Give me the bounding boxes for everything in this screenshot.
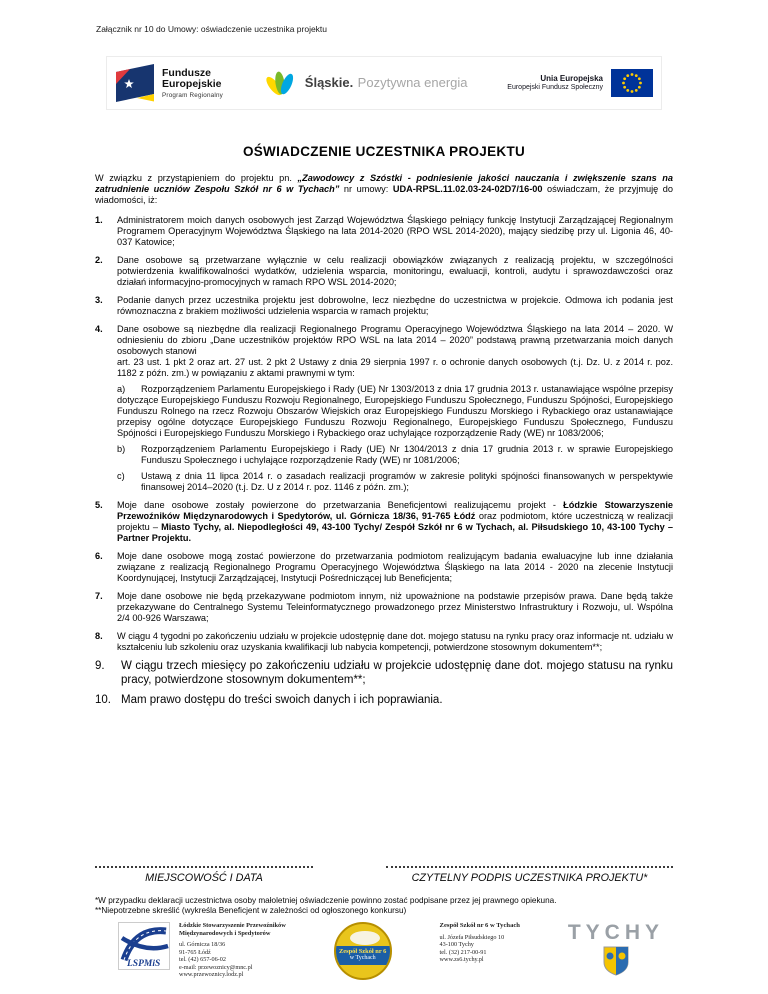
eu-text [507,74,603,92]
school-address [440,934,520,964]
school-website: www.zs6.tychy.pl [439,956,484,964]
intro-paragraph [95,173,673,206]
item-text: Moje dane osobowe mogą zostać powierzone do przetwarzania podmiotom realizującym badania ewaluacyjne lub inne działania związane z realizacją Regionalnego Programu Operacyjnego Województwa Śląskiego na lata 2014 - 2020 na zlecenie Instytucji Koordynującej, Instytucji Zarządzającej, Instytucji Pośredniczącej lub Beneficjenta; [117,551,673,583]
footnote-1: *W przypadku deklaracji uczestnictwa osoby małoletniej oświadczenie powinno zostać podpisane przez jej prawnego opiekuna. [95,896,557,905]
signature-dotted-line [386,866,673,868]
fundusze-europejskie-flag-icon [115,63,155,103]
footnotes [95,896,673,916]
lspmis-logo-text: LSPMiS [127,959,161,969]
item-text: Administratorem moich danych osobowych jest Zarząd Województwa Śląskiego pełniący funkcję Instytucji Zarządzającej Regionalnym Programem Operacyjnym Województwa Śląskiego na lata 2014-2020 (RPO WSL 2014-2020), mający siedzibę przy ul. Ligonia 46, 40-037 Katowice; [117,215,673,247]
item-text: Dane osobowe są przetwarzane wyłącznie w celu realizacji obowiązków związanych z realizacją projektu, w szczególności potwierdzenia kwalifikowalności wydatków, udzielenia wsparcia, monitoringu, ewaluacji, kontroli, audytu i sprawozdawczości oraz działań informacyjno-promocyjnych w ramach RPO WSL 2014-2020; [117,255,673,287]
school-name: Zespół Szkół nr 6 w Tychach [439,922,520,929]
eu-flag-icon [611,69,653,97]
item-5-seg3: oraz podmiotom, które uczestniczą w realizacji projektu – [117,511,673,532]
school-badge-city: w Tychach [349,955,376,961]
school-contact [440,922,520,964]
slaskie-text [305,74,468,92]
item-text: W ciągu 4 tygodni po zakończeniu udziału w projekcie udostępnię dane dot. mojego statusu na rynku pracy oraz informacje nt. udziału w kształceniu lub szkoleniu oraz uzyskania kwalifikacji lub nabycia kompetencji, potwierdzone stosownym dokumentem**; [117,631,673,652]
lspmis-logo-icon [118,922,170,970]
item-text: Mam prawo dostępu do treści swoich danych i ich poprawiania. [121,694,443,706]
item-text [117,324,673,493]
sub-item-text: Ustawą z dnia 11 lipca 2014 r. o zasadach realizacji programów w zakresie polityki spójności finansowanych w perspektywie finansowej 2014–2020 (t.j. Dz. U z 2014 r. poz. 1146 z późn. zm.); [141,471,673,492]
place-and-date-dotted-line [95,866,313,868]
item-number: 9. [95,660,105,672]
school-city: 43-100 Tychy [439,941,474,949]
signature-section [95,866,673,884]
declaration-item-8 [95,631,673,653]
sub-item-marker: b) [117,444,126,454]
lspmis-phone: tel. (42) 657-06-02 [179,956,226,964]
lspmis-email: e-mail: przewoznicy@mnc.pl [179,963,253,971]
sub-item-text: Rozporządzeniem Parlamentu Europejskiego i Rady (UE) Nr 1304/2013 z dnia 17 grudnia 2013 r. w sprawie Europejskiego Funduszu Społecznego i uchylające rozporządzenie Rady (WE) nr 1081/2006; [141,444,673,465]
declaration-item-9 [95,660,673,687]
fundusze-subtitle: Program Regionalny [162,91,224,99]
contract-number: UDA-RPSL.11.02.03-24-02D7/16-00 [392,184,543,194]
item-number: 2. [95,255,103,265]
footer-partner-strip [118,922,664,980]
declaration-item-6 [95,551,673,584]
header-logo-strip [106,56,662,110]
fundusze-line2: Europejskie [162,77,222,90]
eu-line2: Europejski Fundusz Społeczny [507,84,603,91]
footnote-2: **Niepotrzebne skreślić (wykreśla Beneficjent w zależności od ogłoszonego konkursu) [95,906,407,915]
item-text [117,500,673,544]
school-badge-name: Zespół Szkół nr 6 [339,948,387,955]
document-body [95,146,673,715]
item-number: 7. [95,591,103,601]
item-number: 6. [95,551,103,561]
tychy-crest-icon [603,946,629,976]
sub-item-a [117,384,673,439]
item-number: 8. [95,631,103,641]
declaration-item-7 [95,591,673,624]
school-badge-band [336,946,390,965]
sub-item-c [117,471,673,493]
intro-seg3: nr umowy: [339,184,393,194]
intro-seg1: W związku z przystąpieniem do projektu pn. [95,173,298,183]
item-number: 1. [95,215,103,225]
school-badge-icon [334,922,392,980]
participant-signature-field [386,866,673,884]
item-number: 3. [95,295,103,305]
lspmis-street: ul. Górnicza 18/36 [179,941,226,948]
item-number: 5. [95,500,103,510]
slaskie-tagline: Pozytywna energia [357,75,468,90]
school-phone: tel. (32) 217-00-91 [439,948,487,956]
item-4-text-part1: Dane osobowe są niezbędne dla realizacji Regionalnego Programu Operacyjnego Województwa Śląskiego na lata 2014 – 2020. W odniesieniu do zbioru „Dane uczestników projektów RPO WSL na lata 2014 – 2020” podstawą prawną przetwarzania moich danych osobowych stanowi [117,324,673,356]
sub-item-marker: c) [117,471,125,481]
place-and-date-field [95,866,313,884]
lspmis-address [179,941,286,979]
declaration-item-10 [95,694,673,708]
sub-item-marker: a) [117,384,126,394]
lspmis-website: www.przewoznicy.lodz.pl [179,971,244,979]
lspmis-city: 91-765 Łódź [179,948,211,956]
sub-item-text: Rozporządzeniem Parlamentu Europejskiego i Rady (UE) Nr 1303/2013 z dnia 17 grudnia 2013 r. ustanawiające wspólne przepisy dotyczące Europejskiego Funduszu Rozwoju Regionalnego, Europejskiego Funduszu Społecznego, Funduszu Spójności, Europejskiego Funduszu Rolnego na rzecz Rozwoju Obszarów Wiejskich oraz Europejskiego Funduszu Morskiego i Rybackiego oraz ustanawiające przepisy ogólne dotyczące Europejskiego Funduszu Rozwoju Regionalnego, Europejskiego Funduszu Społecznego, Funduszu Spójności i Europejskiego Funduszu Morskiego i Rybackiego oraz uchylające rozporządzenie Rady (WE) nr 1083/2006; [117,384,673,438]
declaration-item-5 [95,500,673,544]
tychy-wordmark: TYCHY [567,921,664,944]
fundusze-europejskie-logo [115,63,223,103]
item-4-text-part2: art. 23 ust. 1 pkt 2 oraz art. 27 ust. 2 pkt 2 Ustawy z dnia 29 sierpnia 1997 r. o ochronie danych osobowych (t.j. Dz. U. z 2014 r. poz. 1182 z późn. zm.) w powiązaniu z aktami prawnymi w tym: [117,357,673,378]
declaration-item-4 [95,324,673,493]
lspmis-contact [179,922,286,979]
lspmis-block [118,922,286,979]
item-text: W ciągu trzech miesięcy po zakończeniu udziału w projekcie udostępnię dane dot. mojego statusu na rynku pracy, potwierdzone stosownym dokumentem**; [121,660,673,686]
declaration-item-2 [95,255,673,288]
lspmis-name-line2: Międzynarodowych i Spedytorów [179,929,271,937]
item-text: Podanie danych przez uczestnika projektu jest dobrowolne, lecz niezbędne do uczestnictwa w projekcie. Odmowa ich podania jest równoznaczna z brakiem możliwości udzielenia wsparcia w ramach projektu; [117,295,673,316]
declaration-item-1 [95,215,673,248]
declaration-item-3 [95,295,673,317]
eu-line1: Unia Europejska [540,74,603,83]
beneficiary-name: Łódzkie Stowarzyszenie Przewoźników Międzynarodowych i Spedytorów, ul. Górnicza 18/36, 91-765 Łódź [117,500,673,521]
attachment-note: Załącznik nr 10 do Umowy: oświadczenie uczestnika projektu [96,24,328,34]
page-title: OŚWIADCZENIE UCZESTNIKA PROJEKTU [242,144,526,159]
intro-seg5: oświadczam, że przyjmuję do wiadomości, iż: [95,184,674,205]
item-number: 4. [95,324,103,334]
eu-logo [507,69,653,97]
fundusze-europejskie-text [162,68,223,99]
signature-label: CZYTELNY PODPIS UCZESTNIKA PROJEKTU* [411,872,648,884]
fundusze-line1: Fundusze [162,66,211,79]
partner-name: Miasto Tychy, al. Niepodległości 49, 43-100 Tychy/ Zespół Szkół nr 6 w Tychach, al. Piłsudskiego 10, 43-100 Tychy – Partner Projektu. [117,522,673,543]
lspmis-name-line1: Łódzkie Stowarzyszenie Przewoźników [179,922,286,929]
slaskie-logo [263,66,468,100]
school-street: ul. Józefa Piłsudskiego 10 [439,933,505,941]
slaskie-name: Śląskie. [304,75,354,90]
slaskie-fan-icon [263,66,297,100]
tychy-logo [568,922,664,976]
project-name: „Zawodowcy z Szóstki - podniesienie jakości nauczania i zwiększenie szans na zatrudnienie uczniów Zespołu Szkół nr 6 w Tychach” [95,173,673,194]
item-text: Moje dane osobowe nie będą przekazywane podmiotom innym, niż upoważnione na podstawie przepisów prawa. Dane będą także przekazywane do Centralnego Systemu Teleinformatycznego prowadzonego przez Ministerstwo Infrastruktury i Rozwoju, ul. Wspólna 2/4 00-926 Warszawa; [117,591,673,623]
item-number: 10. [95,694,111,706]
sub-item-b [117,444,673,466]
place-and-date-label: MIEJSCOWOŚĆ I DATA [145,872,263,884]
item-5-seg1: Moje dane osobowe zostały powierzone do przetwarzania Beneficjentowi realizującemu projekt - [117,500,564,510]
